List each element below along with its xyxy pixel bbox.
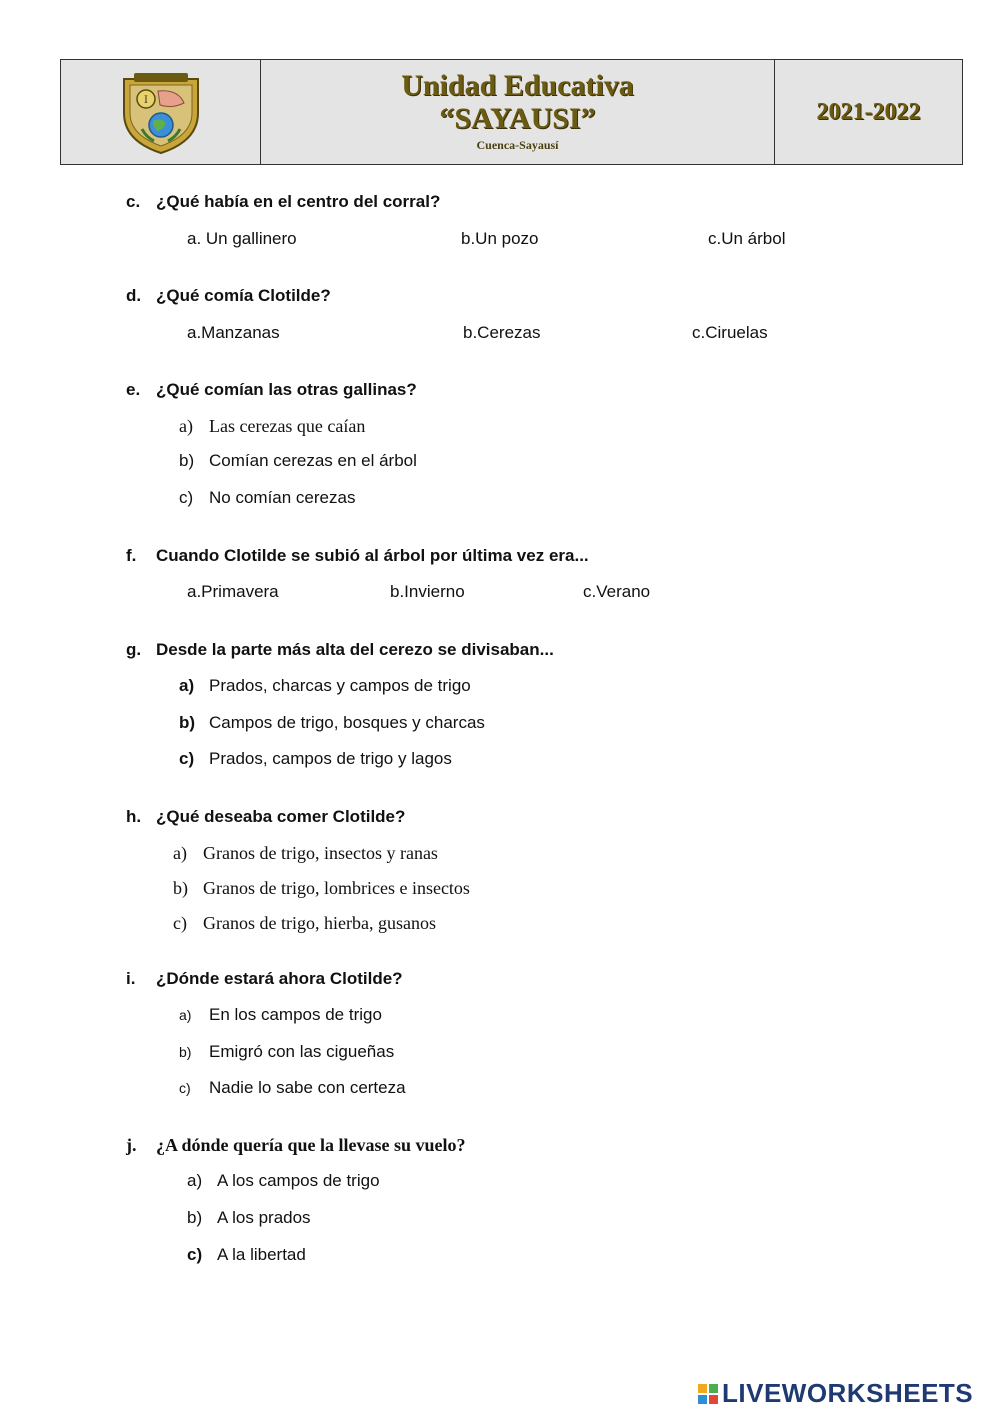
option-letter: a) [187,1171,203,1190]
option-d-c[interactable]: c.Ciruelas [692,323,768,342]
option-text: Prados, charcas y campos de trigo [209,676,471,695]
option-letter: b) [179,451,195,470]
school-name: Unidad Educativa [401,69,634,102]
question-text: ¿Qué había en el centro del corral? [156,192,441,211]
question-text: Cuando Clotilde se subió al árbol por última vez era... [156,546,589,565]
option-c-b[interactable]: b.Un pozo [461,229,539,248]
option-d-a[interactable]: a.Manzanas [187,323,280,342]
question-i [126,969,403,989]
option-j-a[interactable] [187,1171,380,1191]
option-text: En los campos de trigo [209,1005,382,1024]
question-letter: e. [126,380,141,399]
question-letter: g. [126,640,142,659]
option-c-a[interactable]: a. Un gallinero [187,229,297,248]
option-h-c[interactable] [173,913,436,934]
school-name-quoted: “SAYAUSI” [439,102,596,135]
option-j-c[interactable] [187,1245,306,1265]
option-text: Campos de trigo, bosques y charcas [209,713,485,732]
question-text: Desde la parte más alta del cerezo se divisaban... [156,640,554,659]
question-j [126,1135,466,1156]
liveworksheets-mark-icon [697,1383,719,1405]
question-text: ¿Qué comía Clotilde? [156,286,331,305]
option-text: Granos de trigo, insectos y ranas [203,843,438,863]
question-d [126,286,331,306]
option-letter: b) [179,1044,192,1060]
option-f-c[interactable]: c.Verano [583,582,651,601]
option-h-a[interactable] [173,843,438,864]
question-letter: c. [126,192,141,211]
liveworksheets-logo[interactable] [697,1378,973,1409]
question-text: ¿Qué comían las otras gallinas? [156,380,417,399]
question-h [126,807,405,827]
question-letter: h. [126,807,142,826]
option-letter: c) [179,488,194,507]
option-text: A la libertad [217,1245,306,1264]
question-text: ¿A dónde quería que la llevase su vuelo? [156,1135,466,1155]
option-letter: a) [173,843,187,863]
option-letter: b) [187,1208,203,1227]
option-e-c[interactable] [179,488,355,508]
school-location: Cuenca-Sayausí [476,138,559,152]
option-letter: b) [173,878,188,898]
svg-text:I: I [143,95,148,106]
question-text: ¿Dónde estará ahora Clotilde? [156,969,403,988]
question-letter: j. [126,1135,137,1155]
option-i-b[interactable] [179,1042,394,1062]
question-text: ¿Qué deseaba comer Clotilde? [156,807,406,826]
option-text: Nadie lo sabe con certeza [209,1078,406,1097]
question-letter: d. [126,286,142,305]
option-text: Las cerezas que caían [209,416,366,436]
option-g-a[interactable] [179,676,471,696]
option-h-b[interactable] [173,878,470,899]
option-letter: a) [179,416,193,436]
option-letter: c) [173,913,187,933]
option-text: Comían cerezas en el árbol [209,451,417,470]
option-text: Granos de trigo, hierba, gusanos [203,913,436,933]
option-f-b[interactable]: b.Invierno [390,582,465,601]
option-text: Prados, campos de trigo y lagos [209,749,452,768]
option-text: No comían cerezas [209,488,356,507]
option-e-b[interactable] [179,451,417,471]
logo-cell [61,60,261,164]
question-f [126,546,589,566]
option-f-a[interactable]: a.Primavera [187,582,279,601]
option-text: A los prados [217,1208,311,1227]
option-letter: c) [179,749,195,768]
option-g-c[interactable] [179,749,452,769]
school-crest-icon [120,69,202,155]
question-c [126,192,440,212]
option-letter: b) [179,713,196,732]
year-cell [775,60,962,164]
option-i-a[interactable] [179,1005,382,1025]
question-letter: i. [126,969,136,988]
option-text: A los campos de trigo [217,1171,380,1190]
question-g [126,640,554,660]
school-year: 2021-2022 [816,98,921,125]
option-j-b[interactable] [187,1208,311,1228]
brand-name: LIVEWORKSHEETS [722,1378,974,1408]
option-text: Granos de trigo, lombrices e insectos [203,878,470,898]
question-letter: f. [126,546,137,565]
option-g-b[interactable] [179,713,485,733]
option-letter: a) [179,1007,192,1023]
option-letter: c) [179,1080,191,1096]
option-c-c[interactable]: c.Un árbol [708,229,786,248]
option-text: Emigró con las cigueñas [209,1042,395,1061]
option-d-b[interactable]: b.Cerezas [463,323,541,342]
school-header [60,59,963,165]
question-e [126,380,417,400]
option-letter: a) [179,676,195,695]
option-letter: c) [187,1245,203,1264]
school-title-cell [261,60,775,164]
option-i-c[interactable] [179,1078,406,1098]
option-e-a[interactable] [179,416,365,437]
